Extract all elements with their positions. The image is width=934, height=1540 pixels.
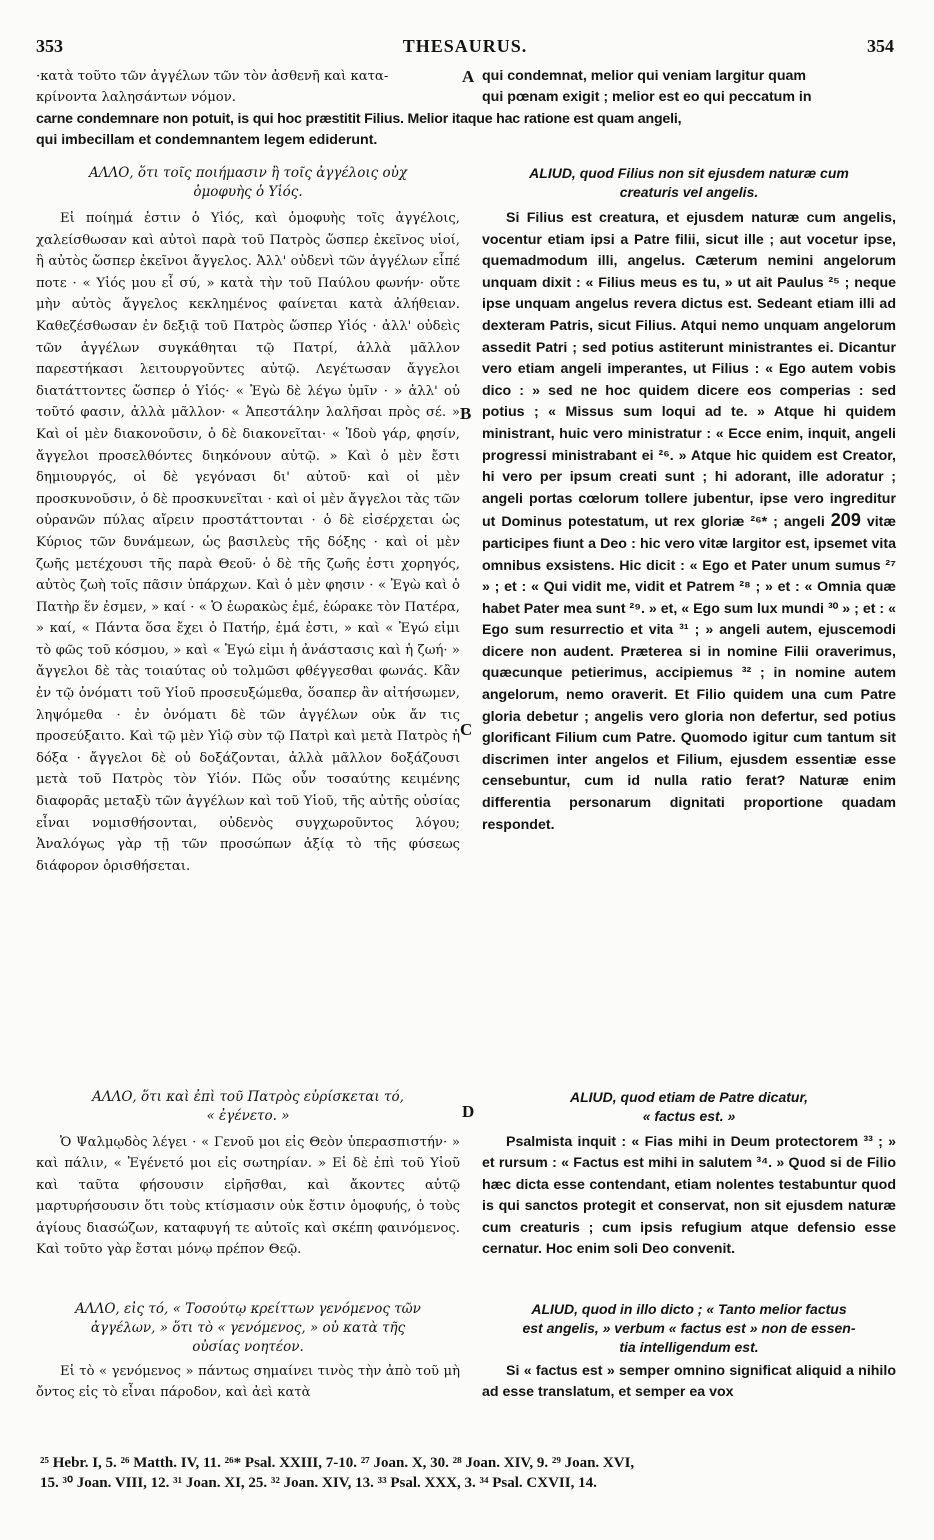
page-number-left: 353 bbox=[36, 36, 63, 56]
section1-latin-heading-1-text: ALIUD, quod Filius non sit ejusdem naturæ cum bbox=[529, 165, 849, 181]
section1-latin-text-a: Si Filius est creatura, et ejusdem naturæ cum angelis, vocentur etiam ipsi a Patre filii, sicut ille ; aut vocetur ipse, quemadmodum illi, angelus. Cæterum nemini angelorum unquam dixit : « Filius meus es tu, » ut ait Paulus ²⁵ ; neque ipse unquam angelus revera dictus est. Sedeant etiam illi ad dexteram Patris, sicut Filius. Atqui nemo unquam angelorum assedit Patri ; sed potius astiterunt ministrantes ei. Dicantur vero etiam angeli imperantes, ut Filius : « Ego autem vobis dico : » sed ne hoc quidem dicere eos comperias : sed potius ; « Missus sum loqui ad te. » Atque hi quidem ministrant, huic vero ministratur : « Ecce enim, inquit, angeli progressi ministrabant ei ²⁶. » Atque hic quidem est Creator, hi vero per ipsum creati sunt ; hi adorant, ille adoratur ; angeli portas cœlorum tollere jubentur, ipse vero ingreditur ut Dominus potestatum, ut rex gloriæ ²⁶* ; angeli bbox=[482, 210, 896, 531]
page-number-right: 354 bbox=[867, 36, 894, 56]
intro-latin bbox=[482, 66, 896, 109]
footnote-line-2: 15. ³⁰ Joan. VIII, 12. ³¹ Joan. XI, 25. ³² Joan. XIV, 13. ³³ Psal. XXX, 3. ³⁴ Psal. CXVII, 14. bbox=[40, 1475, 597, 1491]
section2-greek bbox=[36, 1088, 460, 1260]
intro-greek-line-2: κρίνοντα λαλησάντων νόμον. bbox=[36, 90, 236, 106]
footnotes bbox=[40, 1453, 900, 1493]
section2-greek-heading-1: ΑΛΛΟ, ὅτι καὶ ἐπὶ τοῦ Πατρὸς εὑρίσκεται τό, bbox=[92, 1089, 404, 1105]
section3-greek-heading-1: ΑΛΛΟ, εἰς τό, « Τοσούτῳ κρείττων γενόμενος τῶν bbox=[75, 1301, 421, 1317]
section1-latin-text-b: vitæ participes fiunt a Deo : hic vero vitæ largitor est, ipsemet vita omnibus exsistens. Hic dicit : « Ego et Pater unum sumus ²⁷ » ; et : « Qui vidit me, vidit et Patrem ²⁸ ; » et : « Omnia quæ habet Pater mea sunt ²⁹. » et, « Ego sum lux mundi ³⁰ » ; et : « Ego sum resurrectio et vita ³¹ ; » angeli autem, ejuscemodi dicere non audent. Præterea si in nomine Filii oraverimus, quæcunque petierimus, accipiemus ³² ; in nomine autem angelorum, nemo oraverit. Et Filio quidem una cum Patre gloria debetur ; angelis vero gloria non defertur, sed potius glorificant Filium cum Patre. Quomodo igitur cum tantum sit discrimen inter angelos et Filium, ejusdem essentiæ esse censebuntur, cum id nulla ratio ferat? Naturæ enim differentia personarum dignitati proportione quadam respondet. bbox=[482, 514, 896, 833]
section2-greek-text: Ὁ Ψαλμῳδὸς λέγει · « Γενοῦ μοι εἰς Θεὸν ὑπερασπιστήν· » καὶ πάλιν, « Ἐγένετό μοι εἰς σωτηρίαν. » Εἰ δὲ ἐπὶ τοῦ Υἱοῦ καὶ ταῦτα φήσουσιν εἰρῆσθαι, καὶ ἄκοντες αὐτῷ μαρτυρήσουσιν ὅτι τοὺς κτίσμασιν οὐκ ἔστιν ὁμοφυής, ὁ τοὺς ἁγίους διασώζων, καταφυγή τε αὐτοῖς καὶ σκέπη φαινόμενος. Καὶ τοῦτο γὰρ ἔσται μόνῳ πρέπον Θεῷ. bbox=[36, 1135, 460, 1258]
section3-latin-heading-1: ALIUD, quod in illo dicto ; « Tanto melior factus bbox=[531, 1301, 847, 1317]
running-title: THESAURUS. bbox=[402, 36, 528, 56]
section1-greek-heading-1: ΑΛΛΟ, ὅτι τοῖς ποιήμασιν ἢ τοῖς ἀγγέλοις οὐχ bbox=[88, 165, 408, 181]
section3-greek-heading-2: ἀγγέλων, » ὅτι τὸ « γενόμενος, » οὐ κατὰ τῆς bbox=[90, 1320, 406, 1336]
intro-greek bbox=[36, 66, 460, 109]
section3-latin-text: Si « factus est » semper omnino significat aliquid a nihilo ad esse translatum, et semper ea vox bbox=[482, 1363, 896, 1401]
section1-latin-heading-1 bbox=[482, 164, 896, 183]
section3-latin-heading-3: tia intelligendum est. bbox=[619, 1339, 759, 1355]
intro-full-width bbox=[36, 109, 896, 152]
section2-latin-heading-1: ALIUD, quod etiam de Patre dicatur, bbox=[569, 1089, 809, 1105]
section2-latin-text: Psalmista inquit : « Fias mihi in Deum protectorem ³³ ; » et rursum : « Factus est mihi in salutem ³⁴. » Quod si de Filio hæc dicta esse contendant, etiam nolentes testabuntur quod is qui sanctos protegit et conservat, non sit ejusdem naturæ cum creaturis ; cum ipsis refugium atque defensio esse cernatur. Hoc enim soli Deo convenit. bbox=[482, 1134, 896, 1258]
section2-latin bbox=[482, 1088, 896, 1260]
column-marker-d: D bbox=[462, 1102, 475, 1121]
intro-greek-line-1: ·κατὰ τοῦτο τῶν ἀγγέλων τῶν τὸν ἀσθενῆ καὶ κατα- bbox=[36, 69, 389, 84]
intro-full-line-1: carne condemnare non potuit, is qui hoc præstitit Filius. Melior itaque hac ratione est quam angeli, bbox=[36, 111, 682, 127]
section3-latin bbox=[482, 1300, 896, 1404]
section1-greek-text: Εἰ ποίημά ἐστιν ὁ Υἱός, καὶ ὁμοφυὴς τοῖς ἀγγέλοις, χαλείσθωσαν καὶ αὐτοὶ παρὰ τοῦ Πατρὸς ὥσπερ ἐκεῖνος υἱοί, ἢ αὐτὸς ὥσπερ ἐκεῖνοι ἄγγελος. Ἀλλ' οὐδενὶ τῶν ἀγγέλων εἶπέ ποτε · « Υἱός μου εἶ σύ, » κατὰ τὴν τοῦ Παύλου φωνήν· οὔτε μὴν αὐτὸς ἄγγελος κεκλημένος φαίνεται κατὰ ἀλήθειαν. Καθεζέσθωσαν ἐν δεξιᾷ τοῦ Πατρὸς ὥσπερ Υἱός · ἀλλ' οὐδεὶς τῶν ἀγγέλων συγκάθηται τῷ Πατρί, ἀλλὰ μᾶλλον παρεστήκασι λειτουργοῦντες αὐτῷ. Λεγέτωσαν ἄγγελοι διατάττοντες ὥσπερ ὁ Υἱός· « Ἐγὼ δὲ λέγω ὑμῖν · » ἀλλ' οὐ τοῦτό φασιν, ἀλλὰ μᾶλλον· « Ἀπεστάλην λαλῆσαι πρὸς σέ. » Καὶ οἱ μὲν διακονοῦσιν, ὁ δὲ διακονεῖται· « Ἰδοὺ γάρ, φησίν, ἄγγελοι προσελθόντες διηκόνουν αὐτῷ. » Καὶ ὁ μὲν ἔστι δημιουργός, οἱ δὲ γεγόνασι δι' αὐτοῦ· καὶ οἱ μὲν προσκυνοῦσιν, ὁ δὲ προσκυνεῖται · καὶ οἱ μὲν ἄγγελοι τὰς τῶν οὐρανῶν πύλας αἴρειν προστάττονται · ὁ δὲ εἰσέρχεται ὡς Κύριος τῶν δυνάμεων, ὡς βασιλεὺς τῆς δόξης · καὶ οἱ μὲν ζωῆς μετέχουσι τῆς παρὰ Θεοῦ· ὁ δὲ τῆς ζωῆς ἐστι χορηγός, αὐτὸς ζωὴ τοῖς πᾶσιν ὑπάρχων. Καὶ ὁ μὲν φησιν · « Ἐγὼ καὶ ὁ Πατὴρ ἕν ἐσμεν, » καί · « Ὁ ἑωρακὼς ἐμέ, ἑώρακε τὸν Πατέρα, » καί, « Πάντα ὅσα ἔχει ὁ Πατήρ, ἐμά ἐστι, » καὶ « Ἐγώ εἰμι τὸ φῶς τοῦ κόσμου, » καὶ « Ἐγώ εἰμι ἡ ἀνάστασις καὶ ἡ ζωή· » ἄγγελοι δὲ τὰς τοιαύτας οὐ τολμῶσι φθέγγεσθαι φωνάς. Κἂν ἐν τῷ ὀνόματι τοῦ Υἱοῦ προσευξώμεθα, ὅσαπερ ἂν αἰτήσωμεν, ληψόμεθα · ἐν ὀνόματι δὲ τῶν ἀγγέλων οὐκ ἄν τις προσεύξαιτο. Καὶ τῷ μὲν Υἱῷ σὺν τῷ Πατρὶ καὶ μετὰ Πατρὸς ἡ δόξα · ἄγγελοι δὲ οὐ δοξάζονται, ἀλλὰ μᾶλλον δοξάζουσι μετὰ τοῦ Πατρὸς τὸν Υἱόν. Πῶς οὖν τοσαύτης κειμένης διαφορᾶς μεταξὺ τῶν ἀγγέλων καὶ τοῦ Υἱοῦ, τῆς αὐτῆς οὐσίας εἶναι νομισθήσονται, οὐδενὸς συγχωροῦντος λόγου; Ἀναλόγως γὰρ τῇ τῶν προσώπων ἀξίᾳ τὸ τῆς φύσεως διάφορον ὁρισθήσεται. bbox=[36, 211, 460, 874]
section1-latin-text bbox=[482, 208, 896, 836]
section3-greek bbox=[36, 1300, 460, 1404]
section3-greek-text: Εἰ τὸ « γενόμενος » πάντως σημαίνει τινὸς τὴν ἀπὸ τοῦ μὴ ὄντος εἰς τὸ εἶναι πάροδον, καὶ ἀεὶ κατὰ bbox=[36, 1364, 460, 1401]
section2-latin-heading-2: « factus est. » bbox=[642, 1108, 736, 1124]
inline-page-number: 209 bbox=[830, 510, 861, 531]
footnote-line-1: ²⁵ Hebr. I, 5. ²⁶ Matth. IV, 11. ²⁶* Psal. XXIII, 7-10. ²⁷ Joan. X, 30. ²⁸ Joan. XIV, 9. ²⁹ Joan. XVI, bbox=[40, 1455, 635, 1471]
section3-latin-heading-2: est angelis, » verbum « factus est » non de essen- bbox=[522, 1320, 856, 1336]
section2-greek-heading-2: « ἐγένετο. » bbox=[206, 1108, 290, 1124]
section3-greek-heading-3: οὐσίας νοητέον. bbox=[192, 1339, 304, 1355]
running-header bbox=[36, 36, 894, 62]
column-marker-b: B bbox=[460, 404, 472, 423]
section1-greek-heading-2: ὁμοφυὴς ὁ Υἱός. bbox=[193, 184, 303, 200]
intro-full-line-2: qui imbecillam et condemnantem legem ediderunt. bbox=[36, 132, 378, 149]
column-marker-c: C bbox=[460, 720, 473, 739]
section1-latin-heading-2: creaturis vel angelis. bbox=[619, 184, 759, 200]
intro-latin-line-2: qui pœnam exigit ; melior est eo qui peccatum in bbox=[482, 89, 812, 106]
section1-greek bbox=[36, 164, 460, 877]
column-marker-a: A bbox=[462, 67, 475, 86]
section1-latin bbox=[482, 164, 896, 836]
intro-latin-line-1: qui condemnat, melior qui veniam largitur quam bbox=[482, 68, 806, 84]
